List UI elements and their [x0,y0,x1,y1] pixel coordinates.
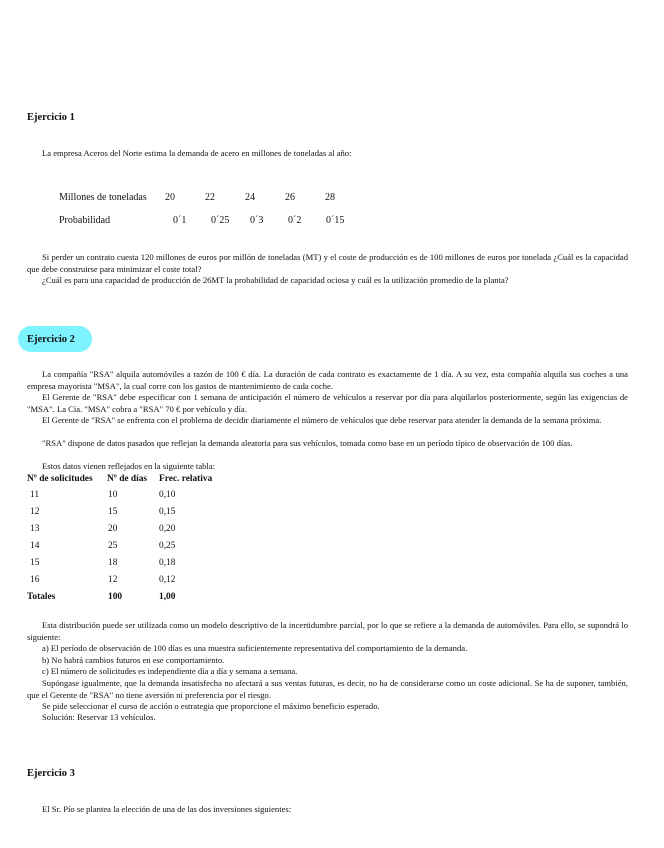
demand-value: 20 [165,192,175,203]
table-cell: 10 [108,490,118,500]
table-cell: 11 [30,490,40,500]
table-cell: 13 [30,524,40,534]
table-cell: 16 [30,575,40,585]
assumption-c: c) El número de solicitudes es independiente día a día y semana a semana. [42,666,298,676]
exercise-2-paragraph-8: Se pide seleccionar el curso de acción o estrategia que proporcione el máximo beneficio esperado. [42,701,380,711]
assumption-b: b) No habrá cambios futuros en ese comportamiento. [42,655,225,665]
probability-value: 0´1 [173,215,187,226]
exercise-3-title: Ejercicio 3 [27,768,75,779]
table-header: Nº de solicitudes [27,474,93,484]
exercise-2-title: Ejercicio 2 [27,334,75,345]
exercise-1-paragraph-1: Si perder un contrato cuesta 120 millones de euros por millón de toneladas (MT) y el coste de producción es de 100 millones de euros por tonelada ¿Cuál es la capacidad que debe construirse para minimizar el coste total? [27,252,628,274]
table-totals: Totales [27,592,56,602]
probability-row-label: Probabilidad [59,215,111,226]
table-cell: 25 [108,541,118,551]
demand-value: 24 [245,192,255,203]
exercise-3-intro: El Sr. Pío se plantea la elección de una de las dos inversiones siguientes: [42,804,292,814]
exercise-2-paragraph-7: Supóngase igualmente, que la demanda insatisfecha no afectará a sus ventas futuras, es decir, no ha de considerarse como un coste adicional. Se ha de suponer, también, que el Gerente de "RSA" no tiene aversión ni preferencia por el riesgo. [27,678,628,700]
table-cell: 14 [30,541,40,551]
table-cell: 0,25 [159,541,176,551]
exercise-2-paragraph-5: Estos datos vienen reflejados en la siguiente tabla: [42,461,216,471]
table-cell: 0,10 [159,490,176,500]
probability-value: 0´15 [326,215,345,226]
table-cell: 0,20 [159,524,176,534]
probability-value: 0´3 [250,215,264,226]
table-totals: 100 [108,592,123,602]
exercise-2-paragraph-4: "RSA" dispone de datos pasados que reflejan la demanda aleatoria para sus vehículos, tomada como base en un período típico de observación de 100 días. [42,438,573,448]
exercise-2-paragraph-3: El Gerente de "RSA" se enfrenta con el problema de decidir diariamente el número de vehículos que debe reservar para atender la demanda de la semana próxima. [42,415,602,425]
table-cell: 12 [30,507,40,517]
exercise-2-paragraph-6: Esta distribución puede ser utilizada como un modelo descriptivo de la incertidumbre parcial, por lo que se refiere a la demanda de automóviles. Para ello, se supondrá lo siguiente: [27,620,628,642]
table-cell: 15 [30,558,40,568]
exercise-2-paragraph-1: La compañía "RSA" alquila automóviles a razón de 100 € día. La duración de cada contrato es exactamente de 1 día. A su vez, esta compañía alquila sus coches a una empresa mayorista "MSA", la cual corre con los gastos de mantenimiento de cada coche. [27,369,628,391]
demand-value: 28 [325,192,335,203]
demand-value: 26 [285,192,295,203]
table-cell: 15 [108,507,118,517]
table-cell: 20 [108,524,118,534]
exercise-2-paragraph-2: El Gerente de "RSA" debe especificar con 1 semana de anticipación el número de vehículos a reservar por día para alquilarlos posteriormente, según las exigencias de "MSA". La Cía. "MSA" cobra a "RSA" 70 € por vehículo y día. [27,392,628,414]
probability-value: 0´25 [211,215,230,226]
exercise-1-title: Ejercicio 1 [27,112,75,123]
table-cell: 18 [108,558,118,568]
table-cell: 0,18 [159,558,176,568]
demand-value: 22 [205,192,215,203]
table-cell: 12 [108,575,118,585]
exercise-1-paragraph-2: ¿Cuál es para una capacidad de producción de 26MT la probabilidad de capacidad ociosa y cuál es la utilización promedio de la planta? [42,275,509,285]
table-cell: 0,15 [159,507,176,517]
assumption-a: a) El período de observación de 100 días es una muestra suficientemente representativa del comportamiento de la demanda. [42,643,468,653]
table-totals: 1,00 [159,592,176,602]
exercise-2-solution: Solución: Reservar 13 vehículos. [42,712,156,722]
exercise-1-intro: La empresa Aceros del Norte estima la demanda de acero en millones de toneladas al año: [42,148,352,158]
demand-row-label: Millones de toneladas [59,192,147,203]
table-cell: 0,12 [159,575,176,585]
probability-value: 0´2 [288,215,302,226]
table-header: Nº de días [107,474,148,484]
table-header: Frec. relativa [159,474,213,484]
